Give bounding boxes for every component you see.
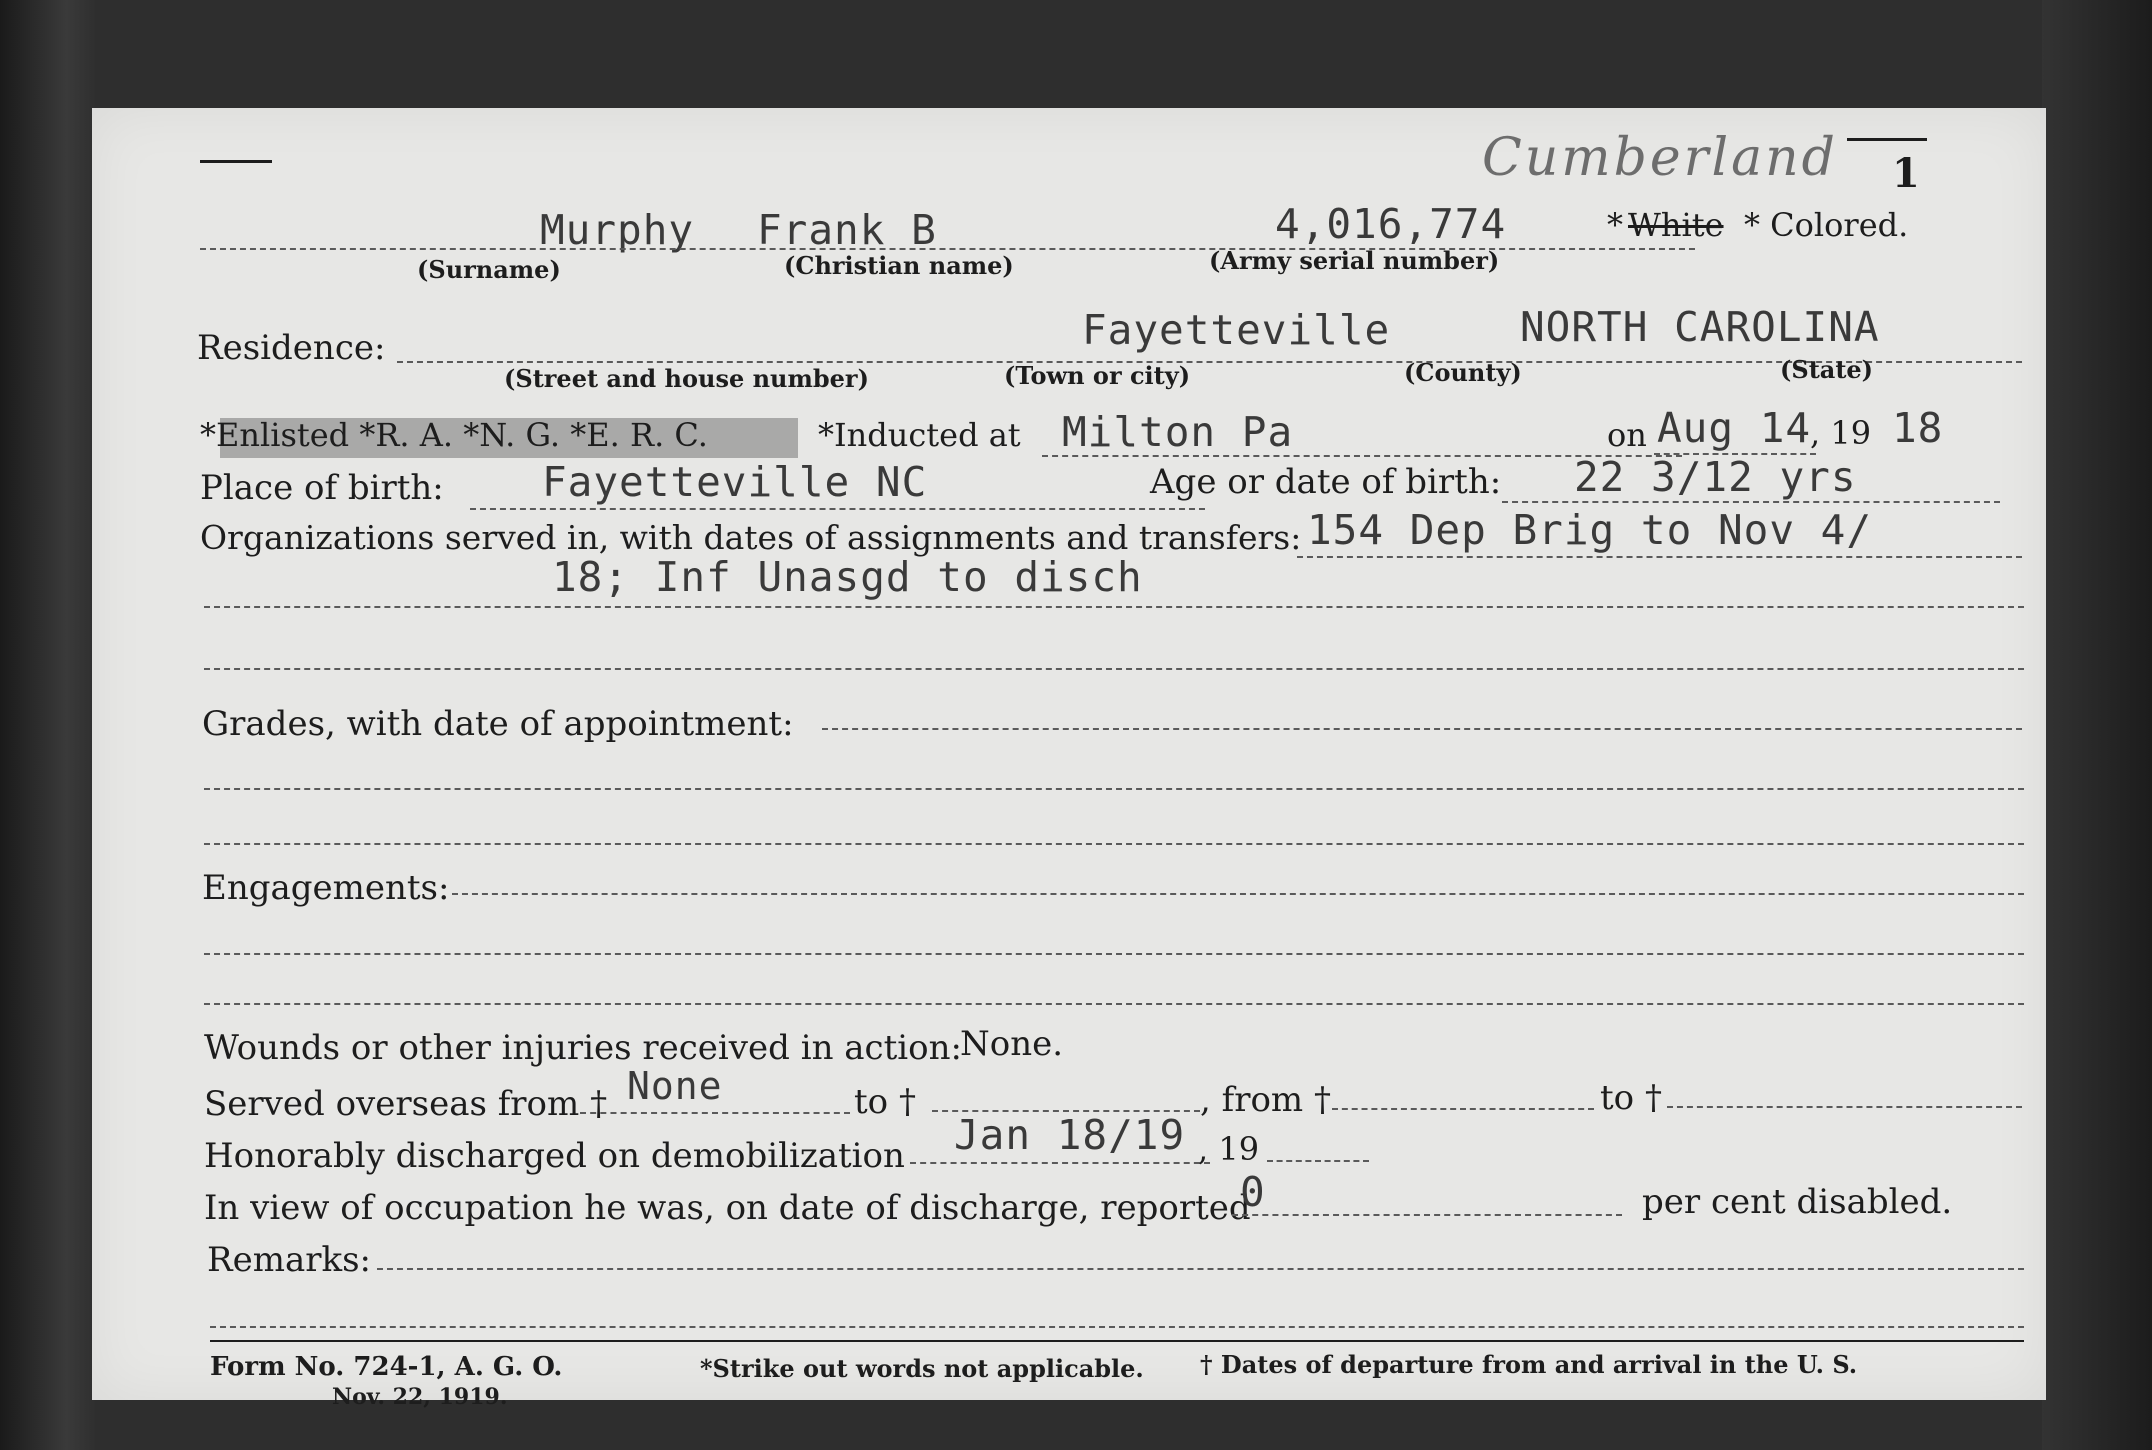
organizations-label: Organizations served in, with dates of assignments and transfers:	[200, 518, 1302, 557]
engagements-line2	[204, 953, 2024, 955]
overseas-from-label: Served overseas from †	[204, 1084, 608, 1124]
organizations-value-line1: 154 Dep Brig to Nov 4/	[1307, 506, 1873, 554]
discharged-label: Honorably discharged on demobilization	[204, 1136, 905, 1176]
age-label: Age or date of birth:	[1150, 462, 1502, 502]
engagements-line1	[452, 893, 2024, 895]
discharged-year-prefix: , 19	[1198, 1130, 1260, 1168]
grades-line3	[204, 843, 2024, 845]
overseas-to-label: to †	[854, 1082, 916, 1122]
organizations-line3	[204, 668, 2024, 670]
inducted-at-value: Milton Pa	[1062, 408, 1294, 456]
white-star: *	[1607, 206, 1623, 244]
grades-line1	[822, 728, 2022, 730]
wounds-value: None.	[960, 1024, 1064, 1064]
overseas-from2-label: , from †	[1200, 1080, 1331, 1120]
overseas-from-value: None	[627, 1064, 723, 1108]
enlisted-options: *Enlisted *R. A. *N. G. *E. R. C.	[200, 416, 708, 454]
overseas-from-line	[580, 1112, 850, 1114]
scan-background-left	[0, 0, 95, 1450]
remarks-line2	[210, 1326, 2024, 1328]
percent-disabled-value: 0	[1240, 1168, 1266, 1216]
residence-line	[397, 361, 2022, 363]
induction-year-value: 18	[1892, 404, 1944, 452]
induction-date-value: Aug 14	[1657, 404, 1812, 452]
organizations-value-line2: 18; Inf Unasgd to disch	[552, 553, 1143, 601]
town-value: Fayetteville	[1082, 306, 1391, 354]
county-caption: (County)	[1404, 358, 1522, 387]
town-caption: (Town or city)	[1004, 361, 1191, 390]
place-of-birth-line	[470, 508, 1205, 510]
percent-disabled-line	[1232, 1214, 1622, 1216]
top-left-rule	[200, 160, 272, 163]
form-date: Nov. 22, 1919.	[332, 1384, 508, 1410]
scan-background-right	[2042, 0, 2152, 1450]
surname-value: Murphy	[540, 206, 695, 254]
footer-rule	[210, 1340, 2024, 1342]
grades-label: Grades, with date of appointment:	[202, 704, 794, 744]
place-of-birth-label: Place of birth:	[200, 468, 444, 508]
service-record-card	[92, 108, 2046, 1410]
serial-number-value: 4,016,774	[1275, 200, 1507, 248]
percent-disabled-label: per cent disabled.	[1642, 1182, 1953, 1222]
colored-label: * Colored.	[1744, 206, 1909, 244]
state-caption: (State)	[1780, 355, 1874, 384]
discharged-year-line	[1267, 1160, 1369, 1162]
place-of-birth-value: Fayetteville NC	[542, 458, 928, 506]
footer-strike-note: *Strike out words not applicable.	[700, 1354, 1144, 1383]
surname-caption: (Surname)	[417, 255, 561, 284]
on-label: on	[1607, 416, 1647, 454]
serial-number-caption: (Army serial number)	[1209, 246, 1500, 275]
remarks-label: Remarks:	[207, 1240, 371, 1280]
state-value: NORTH CAROLINA	[1520, 303, 1880, 351]
occupation-view-label: In view of occupation he was, on date of discharge, reported	[204, 1188, 1251, 1228]
engagements-line3	[204, 1003, 2024, 1005]
christian-name-value: Frank B	[757, 206, 937, 254]
year-prefix: , 19	[1810, 414, 1872, 452]
street-caption: (Street and house number)	[504, 364, 869, 393]
footer-dates-note: † Dates of departure from and arrival in the U. S.	[1200, 1350, 1858, 1379]
organizations-line1	[1297, 556, 2022, 558]
organizations-line2	[204, 606, 2024, 608]
discharge-date-value: Jan 18/19	[954, 1111, 1186, 1159]
card-number-rule	[1847, 138, 1927, 141]
grades-line2	[204, 788, 2024, 790]
wounds-label: Wounds or other injuries received in action:	[204, 1028, 962, 1068]
inducted-label: *Inducted at	[818, 416, 1021, 454]
card-number: 1	[1892, 150, 1920, 197]
white-label-struck: White	[1628, 206, 1724, 244]
residence-label: Residence:	[197, 328, 386, 368]
county-handwritten: Cumberland	[1482, 128, 1838, 188]
engagements-label: Engagements:	[202, 868, 450, 908]
form-number: Form No. 724-1, A. G. O.	[210, 1352, 563, 1382]
age-line	[1502, 501, 2000, 503]
overseas-to2-label: to †	[1600, 1078, 1662, 1118]
christian-name-caption: (Christian name)	[784, 251, 1014, 280]
discharge-date-line	[910, 1162, 1210, 1164]
age-value: 22 3/12 yrs	[1574, 453, 1857, 501]
overseas-from2-line	[1332, 1108, 1594, 1110]
overseas-to2-line	[1667, 1106, 2022, 1108]
remarks-line1	[377, 1268, 2024, 1270]
